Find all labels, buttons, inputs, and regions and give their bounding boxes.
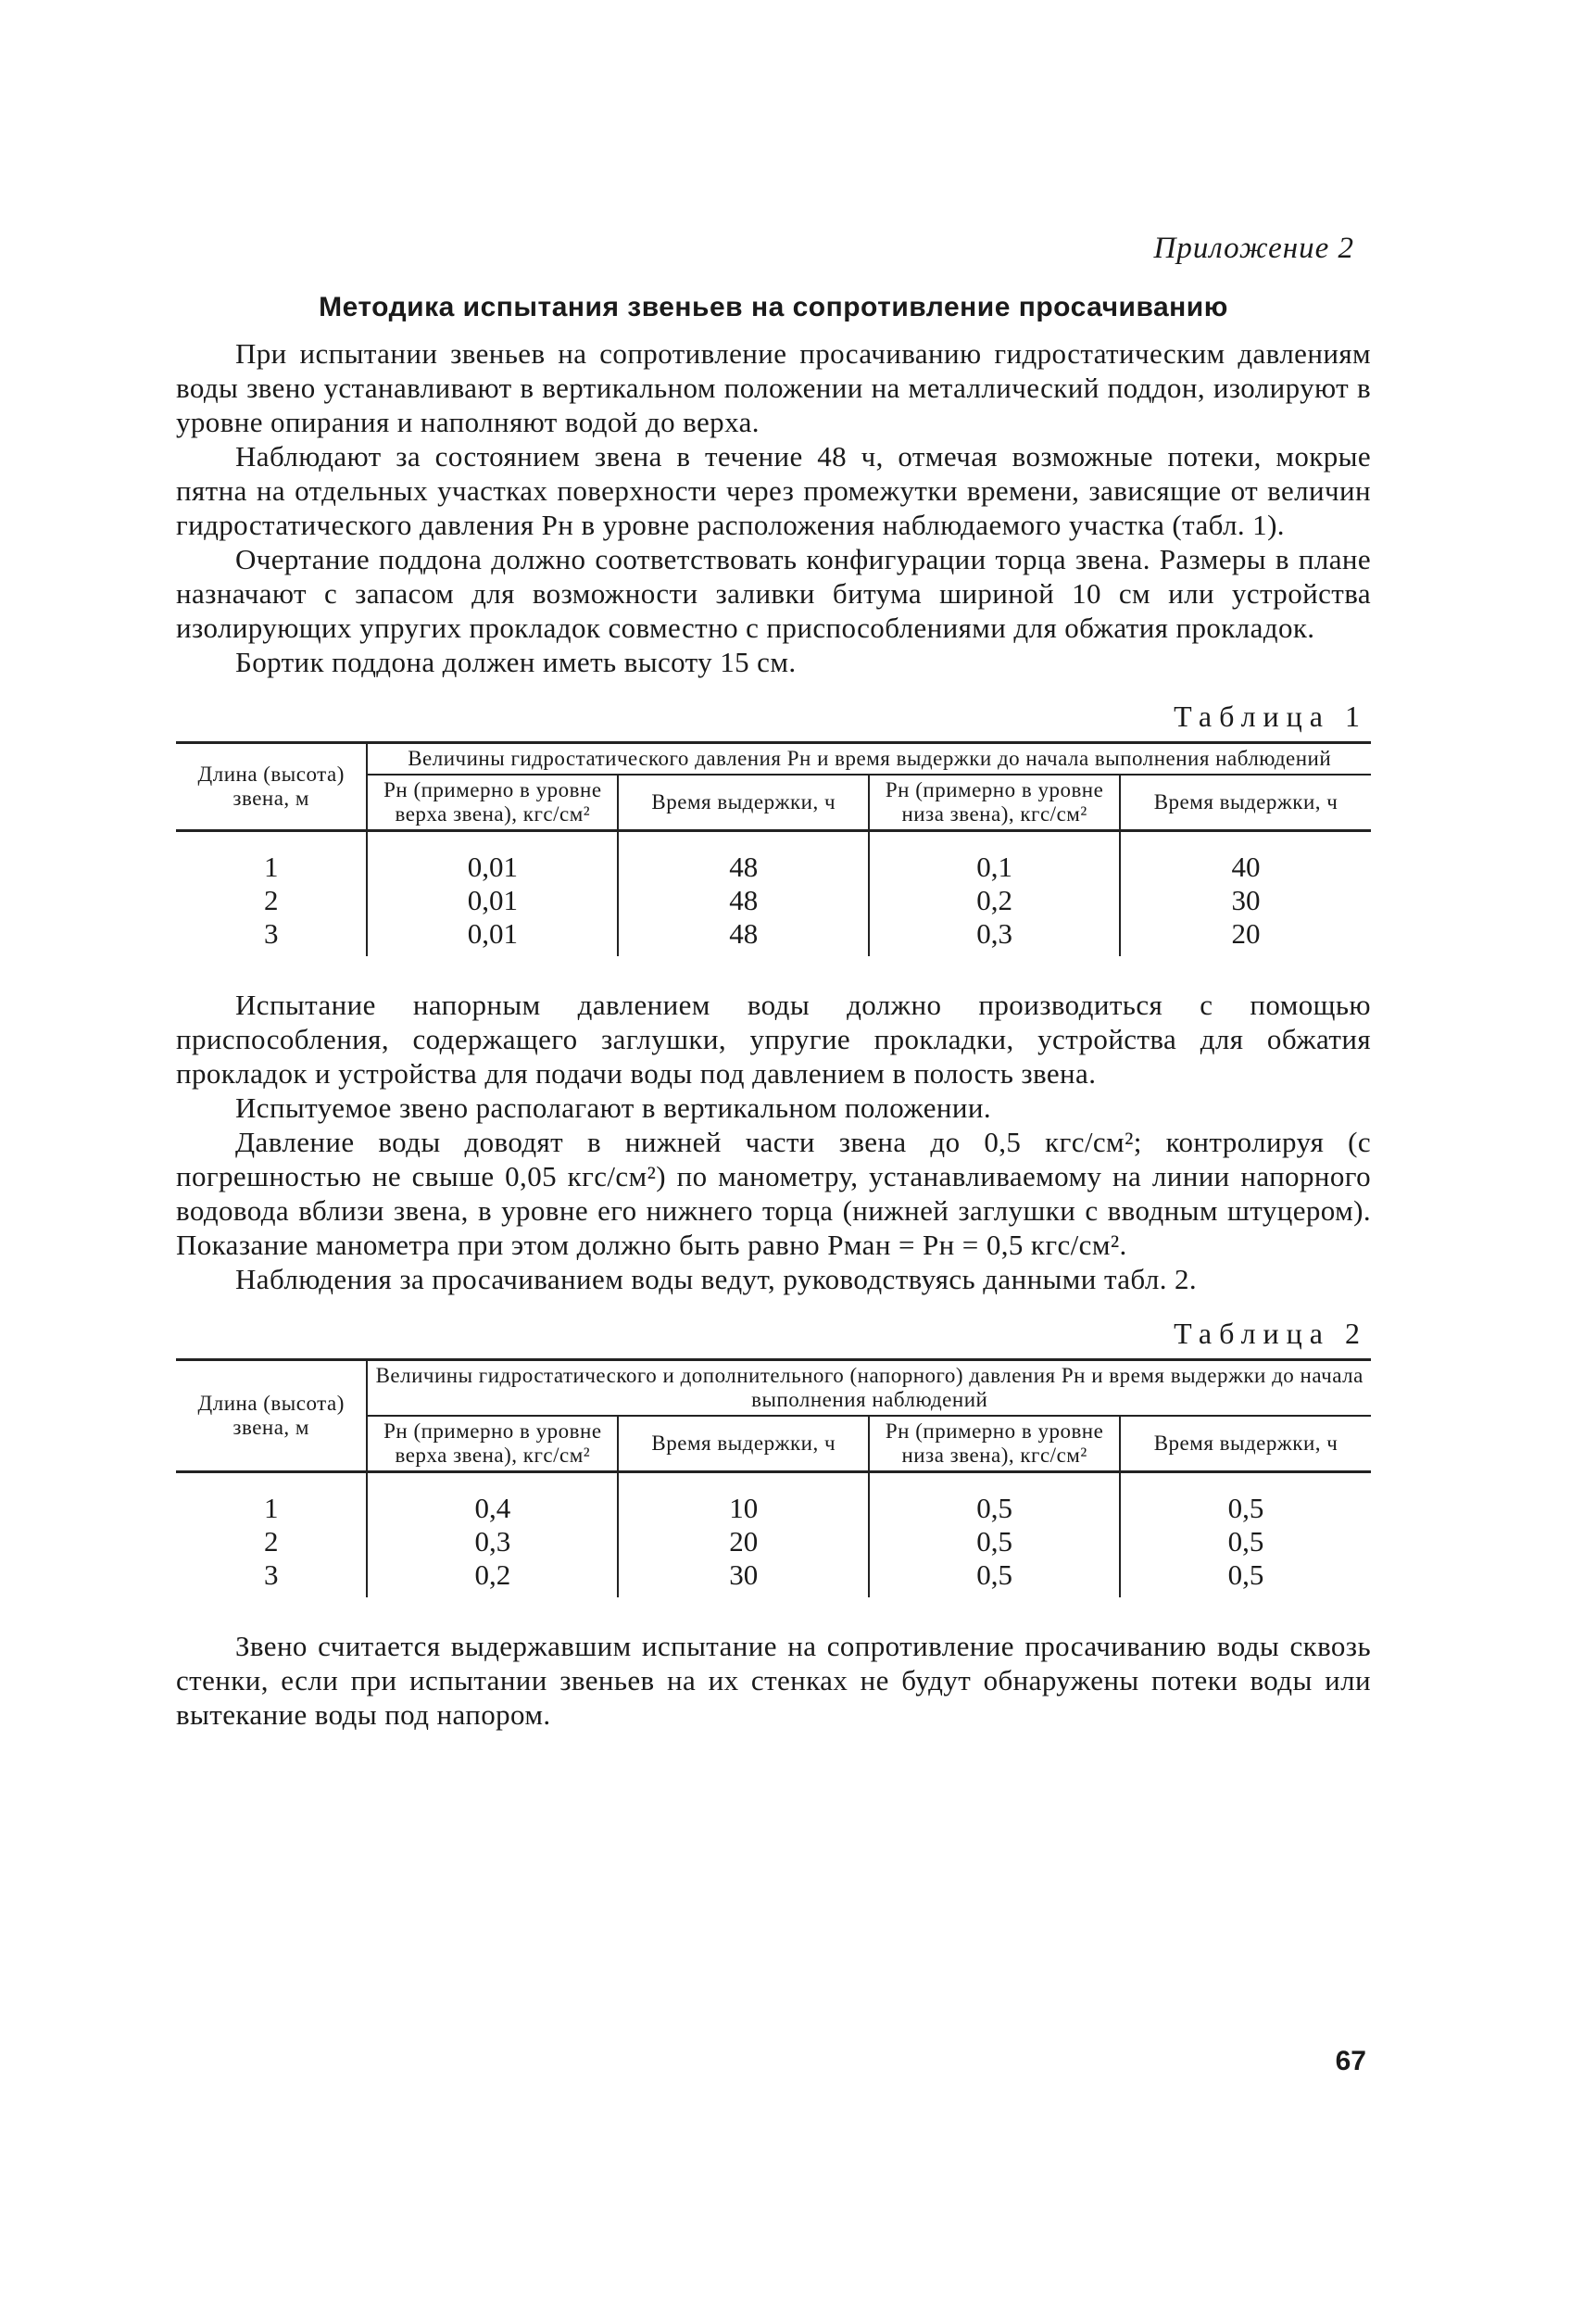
table-cell: 0,3: [367, 1525, 618, 1558]
table-row: [176, 884, 1371, 917]
paragraph: Испытуемое звено располагают в вертикальном положении.: [235, 1091, 992, 1124]
table-cell: 0,5: [1120, 1525, 1371, 1558]
table-cell: 0,1: [869, 831, 1120, 885]
paragraph: Бортик поддона должен иметь высоту 15 см.: [235, 646, 797, 678]
table2-header-p-bottom: Рн (примерно в уровне низа звена), кгс/см²: [869, 1416, 1120, 1472]
table2-header-group: Величины гидростатического и дополнительного (напорного) давления Рн и время выдержки до начала выполнения наблюдений: [367, 1360, 1371, 1417]
table-cell: 0,5: [869, 1525, 1120, 1558]
table-cell: 20: [1120, 917, 1371, 956]
table-cell: 20: [618, 1525, 869, 1558]
appendix-label: Приложение 2: [1153, 232, 1354, 265]
table-cell: 0,5: [869, 1558, 1120, 1597]
table-cell: 0,2: [869, 884, 1120, 917]
table-row: [176, 917, 1371, 956]
middle-text: [176, 988, 1371, 1296]
table-cell: 40: [1120, 831, 1371, 885]
table2-header-p-top: Рн (примерно в уровне верха звена), кгс/см²: [367, 1416, 618, 1472]
table-cell: 0,4: [367, 1472, 618, 1526]
table-cell: 48: [618, 831, 869, 885]
table2-label: Таблица 2: [1174, 1317, 1367, 1350]
table-cell: 3: [263, 1558, 279, 1591]
table1-label: Таблица 1: [1174, 700, 1367, 733]
paragraph: Очертание поддона должно соответствовать конфигурации торца звена. Размеры в плане назначают с запасом для возможности заливки битума шириной 10 см или устройства изолирующих упругих прокладок совместно с приспособлениями для обжатия прокладок.: [176, 543, 1371, 644]
table-cell: 1: [263, 851, 279, 883]
table-cell: 0,5: [869, 1472, 1120, 1526]
table-cell: 2: [263, 1525, 279, 1558]
table-cell: 2: [263, 884, 279, 916]
table-cell: 30: [618, 1558, 869, 1597]
table-cell: 48: [618, 917, 869, 956]
table-cell: 1: [263, 1492, 279, 1524]
paragraph: При испытании звеньев на сопротивление просачиванию гидростатическим давлениям воды звено устанавливают в вертикальном положении на металлический поддон, изолируют в уровне опирания и наполняют водой до верха.: [176, 337, 1371, 438]
table-cell: 0,01: [367, 831, 618, 885]
table1-header-p-top: Рн (примерно в уровне верха звена), кгс/см²: [367, 775, 618, 831]
table-cell: 0,2: [367, 1558, 618, 1597]
table-cell: 0,5: [1120, 1558, 1371, 1597]
table-cell: 0,5: [1120, 1472, 1371, 1526]
table-cell: 10: [618, 1472, 869, 1526]
paragraph: Наблюдают за состоянием звена в течение 48 ч, отмечая возможные потеки, мокрые пятна на отдельных участках поверхности через промежутки времени, зависящие от величин гидростатического давления Рн в уровне расположения наблюдаемого участка (табл. 1).: [176, 440, 1371, 541]
table-row: [176, 1558, 1371, 1597]
table1: [176, 741, 1371, 956]
table1-header-group: Величины гидростатического давления Рн и время выдержки до начала выполнения наблюдений: [367, 743, 1371, 776]
table-row: [176, 1472, 1371, 1526]
table-cell: 3: [263, 917, 279, 950]
final-paragraph: Звено считается выдержавшим испытание на сопротивление просачиванию воды сквозь стенки, если при испытании звеньев на их стенках не будут обнаружены потеки воды или вытекание воды под напором.: [176, 1630, 1371, 1731]
table-cell: 0,01: [367, 884, 618, 917]
table2-header-length: Длина (высота) звена, м: [176, 1360, 367, 1472]
table-row: [176, 831, 1371, 885]
paragraph: Давление воды доводят в нижней части звена до 0,5 кгс/см²; контролируя (с погрешностью не свыше 0,05 кгс/см²) по манометру, устанавливаемому на линии напорного водовода вблизи звена, в уровне его нижнего торца (нижней заглушки с вводным штуцером). Показание манометра при этом должно быть равно Рман = Рн = 0,5 кгс/см².: [176, 1126, 1371, 1261]
page-number: 67: [1335, 2046, 1366, 2076]
table-cell: 48: [618, 884, 869, 917]
table-cell: 0,3: [869, 917, 1120, 956]
table1-header-time-bottom: Время выдержки, ч: [1120, 775, 1371, 831]
intro-text: [176, 336, 1371, 679]
spacer: [176, 1597, 1371, 1629]
table2-header-time-top: Время выдержки, ч: [618, 1416, 869, 1472]
section-heading: Методика испытания звеньев на сопротивление просачиванию: [319, 292, 1228, 322]
paragraph: Испытание напорным давлением воды должно производиться с помощью приспособления, содержащего заглушки, упругие прокладки, устройства для обжатия прокладок и устройства для подачи воды под давлением в полость звена.: [176, 989, 1371, 1090]
table2: [176, 1358, 1371, 1597]
table1-header-length: Длина (высота) звена, м: [176, 743, 367, 831]
document-page: [176, 232, 1371, 1732]
table-cell: 0,01: [367, 917, 618, 956]
table2-header-time-bottom: Время выдержки, ч: [1120, 1416, 1371, 1472]
table-cell: 30: [1120, 884, 1371, 917]
table1-header-p-bottom: Рн (примерно в уровне низа звена), кгс/см²: [869, 775, 1120, 831]
table-row: [176, 1525, 1371, 1558]
table1-header-time-top: Время выдержки, ч: [618, 775, 869, 831]
paragraph: Наблюдения за просачиванием воды ведут, руководствуясь данными табл. 2.: [235, 1263, 1198, 1295]
spacer: [176, 956, 1371, 988]
